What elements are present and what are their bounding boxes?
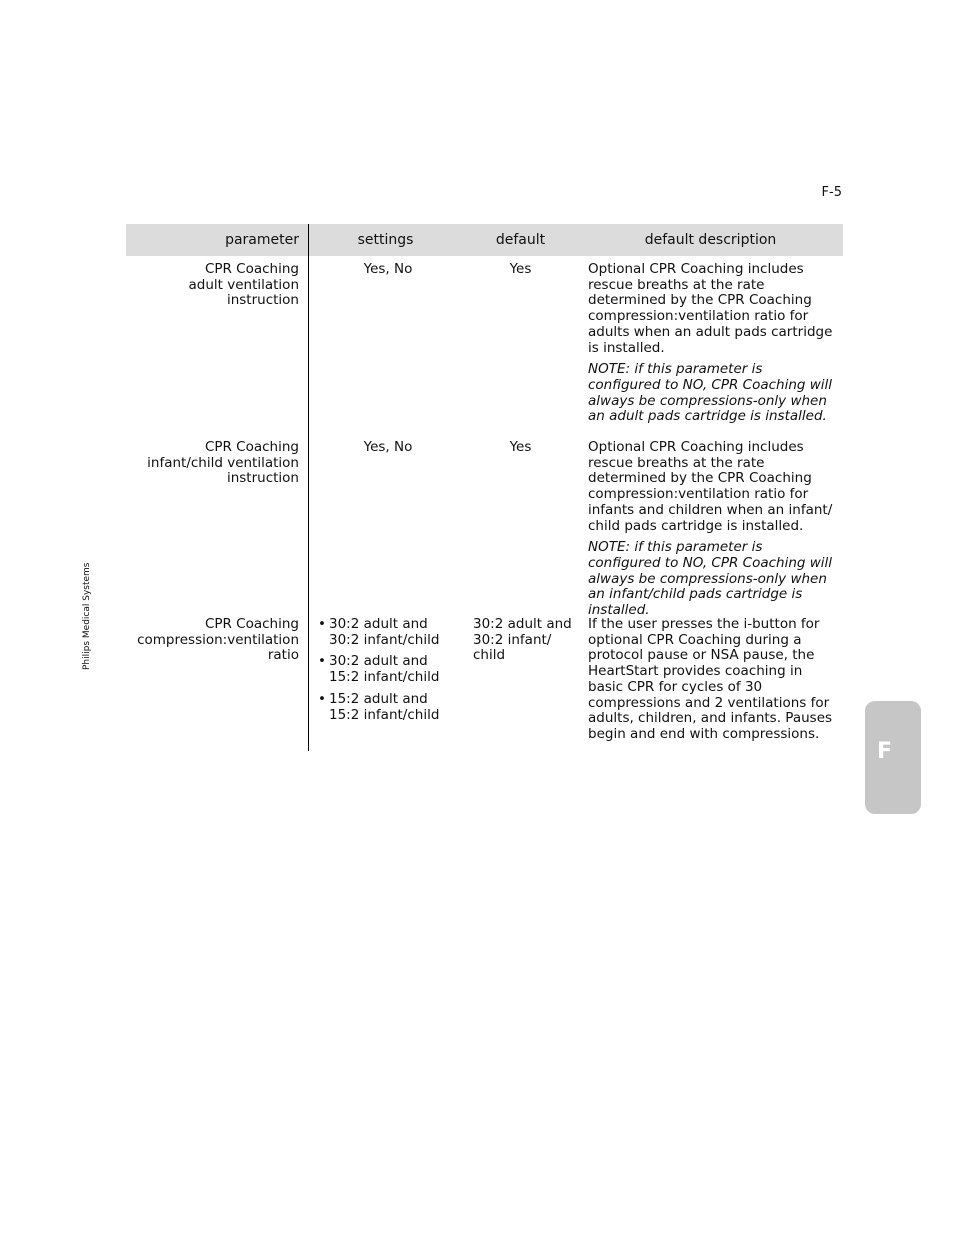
- row-2-default: Yes: [509, 439, 532, 455]
- row-2-note: NOTE: if this parameter is configured to NO, CPR Coaching will always be compressions-only when an infant/child pads cartridge is installed.: [588, 539, 833, 619]
- row-1-default: Yes: [509, 261, 532, 277]
- header-settings: settings: [357, 232, 414, 248]
- row-3-parameter: CPR Coaching compression:ventilation ratio: [137, 616, 299, 664]
- row-3-default: 30:2 adult and 30:2 infant/ child: [473, 616, 572, 664]
- row-3-setting-option: • 15:2 adult and 15:2 infant/child: [318, 692, 453, 723]
- page-number: F-5: [821, 185, 842, 200]
- header-default: default: [495, 232, 546, 248]
- row-3-setting-option: • 30:2 adult and 15:2 infant/child: [318, 654, 453, 685]
- row-1-description-block: [588, 262, 838, 425]
- row-2-settings: Yes, No: [363, 439, 413, 455]
- row-2-parameter: CPR Coaching infant/child ventilation instruction: [147, 439, 299, 487]
- header-parameter: parameter: [225, 232, 299, 248]
- header-description: default description: [644, 232, 777, 248]
- row-1-description: Optional CPR Coaching includes rescue breaths at the rate determined by the CPR Coaching compression:ventilation ratio for adults when an adult pads cartridge is installed.: [588, 261, 833, 356]
- row-3-description: If the user presses the i-button for optional CPR Coaching during a protocol pause or NSA pause, the HeartStart provides coaching in basic CPR for cycles of 30 compressions and 2 ventilations for adults, children, and infants. Pauses begin and end with compressions.: [588, 616, 833, 742]
- section-tab: [865, 701, 921, 814]
- row-3-settings: [318, 617, 453, 729]
- row-1-parameter: CPR Coaching adult ventilation instruction: [188, 261, 299, 309]
- section-tab-letter: F: [877, 739, 893, 764]
- column-divider: [308, 224, 309, 751]
- row-1-settings: Yes, No: [363, 261, 413, 277]
- row-2-description: Optional CPR Coaching includes rescue breaths at the rate determined by the CPR Coaching compression:ventilation ratio for infants and children when an infant/ child pads cartridge is installed.: [588, 439, 833, 534]
- side-label: Philips Medical Systems: [82, 562, 92, 670]
- row-3-setting-option: • 30:2 adult and 30:2 infant/child: [318, 617, 453, 648]
- row-1-note: NOTE: if this parameter is configured to NO, CPR Coaching will always be compressions-only when an adult pads cartridge is installed.: [588, 361, 833, 425]
- row-2-description-block: [588, 440, 838, 619]
